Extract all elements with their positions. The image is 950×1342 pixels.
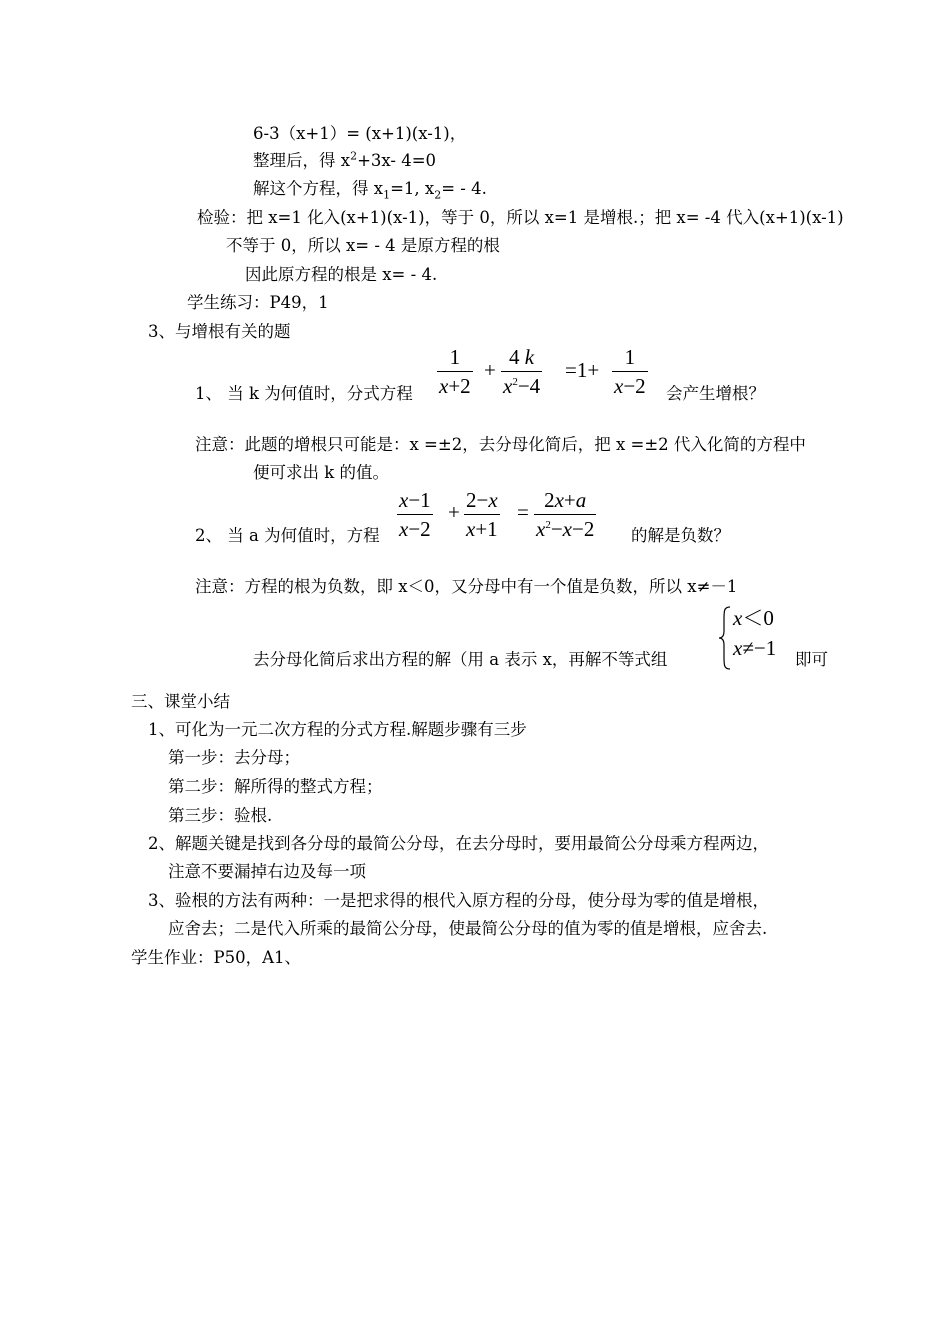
brace-icon <box>718 605 732 671</box>
check-line-2: 不等于 0，所以 x= - 4 是原方程的根 <box>226 236 500 255</box>
summary-item-1: 1、可化为一元二次方程的分式方程.解题步骤有三步 <box>148 720 527 739</box>
question-1-suffix: 会产生增根？ <box>666 384 765 403</box>
fraction: $\frac{2x+a}{x^2-x-2}$ <box>536 488 595 541</box>
question-2-text: 2、 当 a 为何值时，方程 <box>195 526 380 545</box>
fraction: $\frac{x-1}{x-2}$ <box>399 488 431 541</box>
question-1-text: 1、 当 k 为何值时，分式方程 <box>195 384 413 403</box>
fraction: $\frac{1}{x+2}$ <box>439 345 471 398</box>
summary-item-2-cont: 注意不要漏掉右边及每一项 <box>168 862 366 881</box>
equals-one-plus: =1+ <box>565 358 600 382</box>
check-line: 检验：把 x=1 化入(x+1)(x-1)，等于 0，所以 x=1 是增根.；把 x= -4 代入(x+1)(x-1) <box>197 208 844 227</box>
summary-item-2: 2、解题关键是找到各分母的最简公分母，在去分母时，要用最简公分母乘方程两边， <box>148 834 769 853</box>
practice-line: 学生练习：P49，1 <box>187 293 329 312</box>
plus-sign: + <box>448 500 460 524</box>
root-conclusion: 因此原方程的根是 x= - 4. <box>245 265 438 284</box>
summary-item-3: 3、验根的方法有两种：一是把求得的根代入原方程的分母，使分母为零的值是增根， <box>148 891 769 910</box>
homework-line: 学生作业：P50，A1、 <box>131 948 302 967</box>
note-1-cont: 便可求出 k 的值。 <box>253 463 389 482</box>
inequality-row-1: x＜0 <box>733 606 774 630</box>
fraction: $\frac{1}{x-2}$ <box>614 345 646 398</box>
solution-line: 解这个方程，得 $x_1=1$, $x_2= - 4$. <box>253 179 487 202</box>
note-1: 注意：此题的增根只可能是：x =±2，去分母化简后，把 x =±2 代入化简的方程中 <box>195 435 806 454</box>
simplified-line: 整理后，得 $x^2+3x-$ 4=0 <box>253 149 437 170</box>
fraction: $\frac{4 k}{x^2-4}$ <box>503 345 541 398</box>
inequality-row-2: x≠−1 <box>733 636 777 660</box>
note-2-cont: 去分母化简后求出方程的解（用 a 表示 x，再解不等式组 <box>253 650 668 669</box>
step-3: 第三步：验根. <box>168 806 273 825</box>
summary-item-3-cont: 应舍去；二是代入所乘的最简公分母，使最简公分母的值为零的值是增根，应舍去. <box>168 919 768 938</box>
fraction: $\frac{2-x}{x+1}$ <box>466 488 498 541</box>
summary-title: 三、课堂小结 <box>131 692 230 711</box>
equation-line: 6-3（x+1）= (x+1)(x-1)， <box>253 124 467 143</box>
step-2: 第二步：解所得的整式方程； <box>168 777 383 796</box>
step-1: 第一步：去分母； <box>168 748 300 767</box>
section-heading: 3、与增根有关的题 <box>148 322 291 341</box>
note-2-suffix: 即可 <box>795 650 828 669</box>
note-2: 注意：方程的根为负数，即 x＜0，又分母中有一个值是负数，所以 x≠－1 <box>195 577 738 596</box>
equals-sign: = <box>517 500 529 524</box>
question-2-suffix: 的解是负数？ <box>631 526 730 545</box>
plus-sign: + <box>484 358 496 382</box>
